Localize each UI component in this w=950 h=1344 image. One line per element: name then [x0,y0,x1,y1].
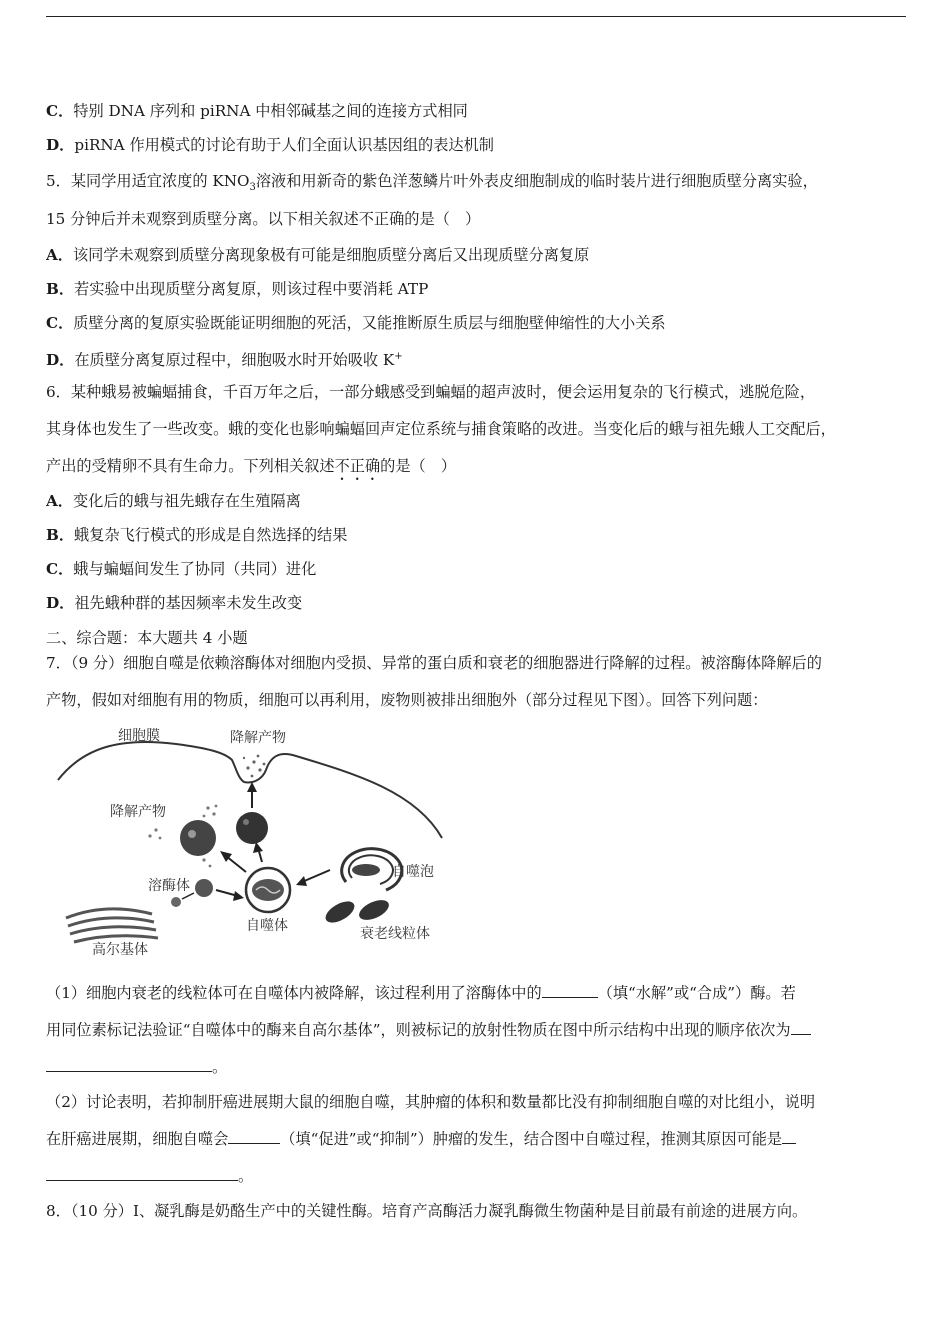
label-lysosome: 溶酶体 [148,878,190,894]
option-text: 变化后的蛾与祖先蛾存在生殖隔离 [72,492,301,510]
q7-1-line3 [46,1056,910,1078]
q7-stem-line2: 产物，假如对细胞有用的物质，细胞可以再利用，废物则被排出细胞外（部分过程见下图）。回答下列问题： [46,691,768,709]
label-vesicle: 自噬泡 [392,864,434,880]
option-label: C． [46,102,74,120]
autophagy-diagram [56,722,456,958]
q6-option-d [46,592,910,614]
old-mitochondrion [322,897,358,927]
q5-stem-part: 5．某同学用适宜浓度的 KNO [46,172,250,190]
q7-1-text: （填“水解”或“合成”）酶。若 [597,984,796,1002]
q6-option-a [46,490,910,512]
q5-stem-line1 [46,170,910,199]
q4-option-c [46,100,910,122]
q6-stem-line3 [46,455,910,484]
option-label: B． [46,526,75,544]
subscript: 3 [249,182,256,194]
q6-option-b [46,524,910,546]
option-text: 该同学未观察到质壁分离现象极有可能是细胞质壁分离后又出现质壁分离复原 [72,246,590,264]
released-products [243,755,266,778]
q7-1-text: （1）细胞内衰老的线粒体可在自噬体内被降解，该过程利用了溶酶体中的 [46,984,542,1002]
option-label: C． [46,560,74,578]
answer-blank[interactable] [782,1128,796,1144]
q7-2-line2 [46,1128,910,1150]
option-text: 蛾复杂飞行模式的形成是自然选择的结果 [74,526,348,544]
q6-stem-line1: 6．某种蛾易被蝙蝠捕食，千百万年之后，一部分蛾感受到蝙蝠的超声波时，便会运用复杂的飞行模式，逃脱危险， [46,383,816,401]
period: 。 [238,1167,254,1185]
option-label: D． [46,351,75,370]
option-label: A． [46,492,73,510]
option-text: 质壁分离的复原实验既能证明细胞的死活，又能推断原生质层与细胞壁伸缩性的大小关系 [73,314,666,332]
q4-option-d [46,134,910,156]
option-text: 蛾与蝙蝠间发生了协同（共同）进化 [73,560,317,578]
q6-stem-part: 产出的受精卵不具有生命力。下列相关叙述 [46,457,335,475]
q6-stem-part: 的是（ ） [380,457,457,475]
option-text: 若实验中出现质壁分离复原，则该过程中要消耗 ATP [74,280,429,298]
q8-stem-line1: 8．（10 分）Ⅰ、凝乳酶是奶酪生产中的关键性酶。培育产高酶活力凝乳酶微生物菌种是目前最有前途的进展方向。 [46,1202,808,1220]
section-heading: 二、综合题：本大题共 4 小题 [46,629,248,647]
q7-stem-line1: 7．（9 分）细胞自噬是依赖溶酶体对细胞内受损、异常的蛋白质和衰老的细胞器进行降解的过程。被溶酶体降解后的 [46,654,822,672]
label-products-left: 降解产物 [110,804,166,820]
answer-blank[interactable] [46,1056,212,1072]
superscript: + [394,351,403,362]
answer-blank[interactable] [46,1165,238,1181]
option-label: D． [46,136,75,154]
q7-2-line3 [46,1165,910,1187]
q7-2-text: （填“促进”或“抑制”）肿瘤的发生，结合图中自噬过程，推测其原因可能是 [280,1130,783,1148]
q7-1-line2 [46,1019,910,1041]
answer-blank[interactable] [542,982,598,998]
q5-option-a [46,244,910,266]
q5-stem-line2: 15 分钟后并未观察到质壁分离。以下相关叙述不正确的是（ ） [46,210,481,228]
lysosome [195,879,213,897]
old-mitochondrion [356,896,392,924]
top-rule [46,16,906,17]
label-golgi: 高尔基体 [92,942,148,958]
option-text: 祖先蛾种群的基因频率未发生改变 [74,594,303,612]
option-text: 特别 DNA 序列和 piRNA 中相邻碱基之间的连接方式相同 [73,102,468,120]
q5-option-d [46,346,910,371]
q5-stem-part: 溶液和用新奇的紫色洋葱鳞片叶外表皮细胞制成的临时装片进行细胞质壁分离实验， [255,172,818,190]
option-text: piRNA 作用模式的讨论有助于人们全面认识基因组的表达机制 [74,136,494,154]
autolysosome-left [180,820,216,856]
option-text: 在质壁分离复原过程中，细胞吸水时开始吸收 K [74,351,395,370]
option-label: C． [46,314,74,332]
q7-1-text: 用同位素标记法验证“自噬体中的酶来自高尔基体”，则被标记的放射性物质在图中所示结构中出现的顺序依次为 [46,1021,791,1039]
option-label: A． [46,246,73,264]
emphasis-text: 不正确 [334,457,381,475]
label-autophagosome: 自噬体 [246,918,288,934]
residual-body [236,812,268,844]
q5-option-b [46,278,910,300]
golgi-apparatus [66,909,158,942]
q7-2-text: 在肝癌进展期，细胞自噬会 [46,1130,229,1148]
q6-stem-line2: 其身体也发生了一些改变。蛾的变化也影响蝙蝠回声定位系统与捕食策略的改进。当变化后的蛾与祖先蛾人工交配后， [46,420,836,438]
q6-option-c [46,558,910,580]
option-label: D． [46,594,75,612]
answer-blank[interactable] [228,1128,280,1144]
label-old-mito: 衰老线粒体 [360,926,430,942]
label-products-top: 降解产物 [230,730,286,746]
q7-1-line1 [46,982,910,1004]
q5-option-c [46,312,910,334]
answer-blank[interactable] [791,1019,811,1035]
period: 。 [212,1058,228,1076]
label-membrane: 细胞膜 [118,728,160,744]
q7-2-line1: （2）讨论表明，若抑制肝癌进展期大鼠的细胞自噬，其肿瘤的体积和数量都比没有抑制细胞自噬的对比组小，说明 [46,1093,816,1111]
option-label: B． [46,280,75,298]
